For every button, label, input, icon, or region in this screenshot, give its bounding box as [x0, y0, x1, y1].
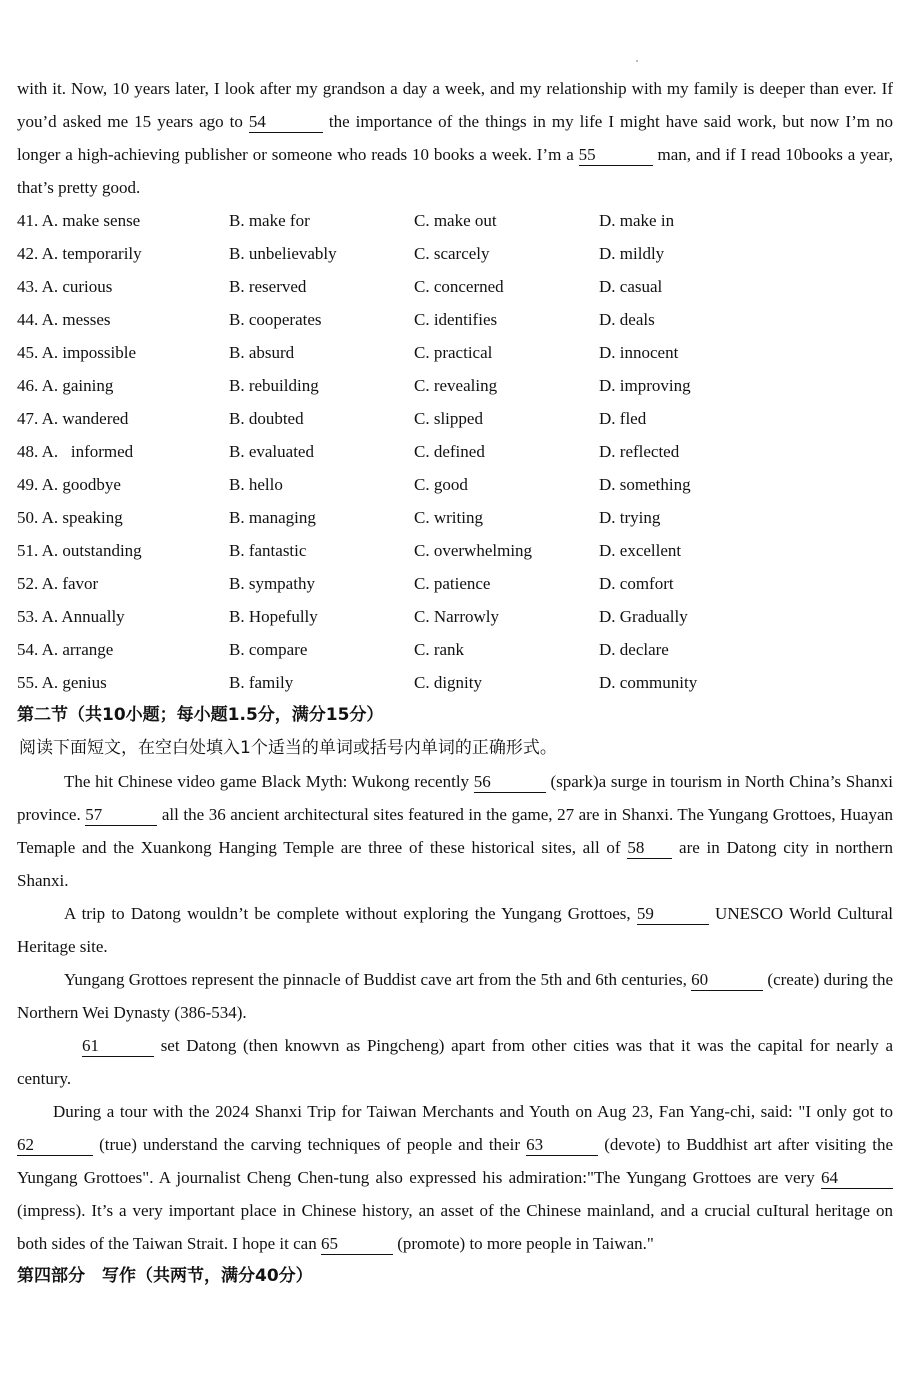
option-row: 46. A. gaining B. rebuilding C. revealing D. improving: [17, 376, 691, 395]
blank-60: 60: [691, 970, 763, 991]
option-row: 48. A. informed B. evaluated C. defined D. reflected: [17, 442, 680, 461]
blank-57: 57: [85, 805, 157, 826]
blank-62: 62: [17, 1135, 93, 1156]
passage-paragraph-4: 61 set Datong (then knowvn as Pingcheng) apart from other cities was that it was the capital for nearly a century.: [17, 1036, 893, 1088]
exam-page: [17, 72, 893, 1293]
option-row: 47. A. wandered B. doubted C. slipped D. fled: [17, 409, 647, 428]
cloze-passage-tail: with it. Now, 10 years later, I look after my grandson a day a week, and my relationship with my family is deeper than ever. If you’d asked me 15 years ago to 54 the importance of the things in my life I might have said work, but now I’m no longer a high-achieving publisher or someone who reads 10 books a week. I’m a 55 man, and if I read 10books a year, that’s pretty good.: [17, 79, 893, 197]
passage-paragraph-1: The hit Chinese video game Black Myth: Wukong recently 56 (spark)a surge in tourism in North China’s Shanxi province. 57 all the 36 ancient architectural sites featured in the game, 27 are in Shanxi. The Yungang Grottoes, Huayan Temaple and the Xuankong Hanging Temple are three of these historical sites, all of 58 are in Datong city in northern Shanxi.: [17, 772, 894, 890]
options-list: [17, 204, 893, 699]
option-row: 49. A. goodbye B. hello C. good D. something: [17, 475, 691, 494]
option-row: 44. A. messes B. cooperates C. identifies D. deals: [17, 310, 655, 329]
option-row: 43. A. curious B. reserved C. concerned D. casual: [17, 277, 663, 296]
option-row: 54. A. arrange B. compare C. rank D. declare: [17, 640, 669, 659]
option-row: 45. A. impossible B. absurd C. practical D. innocent: [17, 343, 679, 362]
option-row: 42. A. temporarily B. unbelievably C. scarcely D. mildly: [17, 244, 665, 263]
blank-61: 61: [82, 1036, 154, 1057]
blank-59: 59: [637, 904, 709, 925]
option-row: 50. A. speaking B. managing C. writing D. trying: [17, 508, 661, 527]
blank-63: 63: [526, 1135, 598, 1156]
blank-64: 64: [821, 1168, 893, 1189]
blank-58: 58: [627, 838, 672, 859]
option-row: 51. A. outstanding B. fantastic C. overwhelming D. excellent: [17, 541, 682, 560]
passage-paragraph-2: A trip to Datong wouldn’t be complete without exploring the Yungang Grottoes, 59 UNESCO World Cultural Heritage site.: [17, 904, 893, 956]
blank-56: 56: [474, 772, 546, 793]
scan-speck: [636, 60, 638, 62]
part-4-heading: 第四部分 写作（共两节，满分40分）: [17, 1266, 313, 1286]
section-2-heading: 第二节（共10小题；每小题1.5分，满分15分）: [17, 705, 384, 725]
section-2-instruction: 阅读下面短文，在空白处填入1个适当的单词或括号内单词的正确形式。: [19, 738, 557, 758]
blank-65: 65: [321, 1234, 393, 1255]
option-row: 53. A. Annually B. Hopefully C. Narrowly D. Gradually: [17, 607, 688, 626]
option-row: 41. A. make sense B. make for C. make out D. make in: [17, 211, 675, 230]
option-row: 55. A. genius B. family C. dignity D. community: [17, 673, 698, 692]
passage-paragraph-5: During a tour with the 2024 Shanxi Trip for Taiwan Merchants and Youth on Aug 23, Fan Yang-chi, said: "I only got to 62 (true) understand the carving techniques of people and their 63 (devote) to Buddhist art after visiting the Yungang Grottoes". A journalist Cheng Chen-tung also expressed his admiration:"The Yungang Grottoes are very 64 (impress). It’s a very important place in Chinese history, an asset of the Chinese mainland, and a crucial cuItural heritage on both sides of the Taiwan Strait. I hope it can 65 (promote) to more people in Taiwan.": [17, 1102, 893, 1253]
passage-paragraph-3: Yungang Grottoes represent the pinnacle of Buddist cave art from the 5th and 6th centuries, 60 (create) during the Northern Wei Dynasty (386-534).: [17, 970, 893, 1022]
option-row: 52. A. favor B. sympathy C. patience D. comfort: [17, 574, 674, 593]
blank-55: 55: [579, 145, 653, 166]
blank-54: 54: [249, 112, 323, 133]
